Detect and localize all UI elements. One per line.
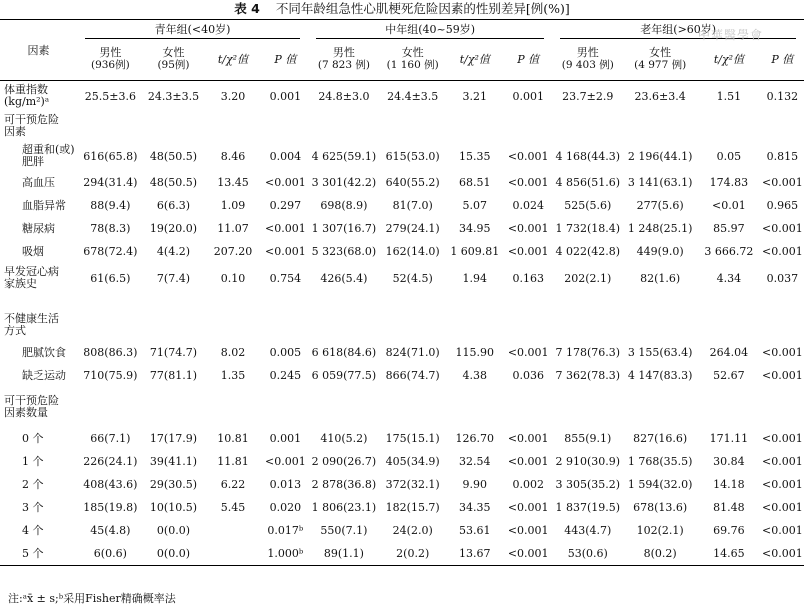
table-cell bbox=[263, 387, 308, 427]
table-cell: <0.001 bbox=[265, 222, 306, 235]
col-stat-old: t/χ²值 bbox=[697, 39, 761, 81]
table-cell: 82(1.6) bbox=[640, 271, 681, 285]
table-cell: 3.21 bbox=[462, 89, 488, 103]
table-cell: 0.004 bbox=[269, 149, 302, 163]
table-cell: 405(34.9) bbox=[385, 455, 440, 468]
table-cell bbox=[263, 293, 308, 341]
table-footnote: 注:ᵃx̄ ± s;ᵇ采用Fisher精确概率法 bbox=[8, 592, 176, 605]
table-cell: 372(32.1) bbox=[385, 478, 440, 491]
table-cell: 0.132 bbox=[766, 89, 799, 103]
table-cell bbox=[623, 387, 697, 427]
table-cell: 175(15.1) bbox=[385, 432, 440, 445]
table-cell: 0.05 bbox=[716, 149, 742, 163]
table-cell: 710(75.9) bbox=[83, 369, 138, 382]
table-cell: 6.22 bbox=[220, 478, 246, 491]
table-cell: 426(5.4) bbox=[320, 271, 368, 285]
row-label: 2 个 bbox=[22, 478, 44, 491]
table-row bbox=[0, 427, 804, 450]
table-cell: 24(2.0) bbox=[392, 524, 433, 537]
table-cell: 78(8.3) bbox=[90, 222, 131, 235]
table-cell: 678(13.6) bbox=[633, 501, 688, 514]
table-cell: 1 768(35.5) bbox=[627, 455, 693, 468]
table-cell: 68.51 bbox=[459, 176, 491, 189]
table-cell: 61(6.5) bbox=[90, 271, 131, 285]
table-cell: 0.005 bbox=[269, 346, 302, 359]
table-cell: 11.81 bbox=[217, 455, 249, 468]
table-cell bbox=[263, 111, 308, 141]
table-cell: <0.001 bbox=[507, 501, 549, 514]
table-cell: <0.001 bbox=[762, 369, 803, 382]
table-cell: 2 090(26.7) bbox=[311, 455, 377, 468]
table-cell: 1 307(16.7) bbox=[311, 222, 377, 235]
table-cell: 66(7.1) bbox=[90, 432, 131, 445]
table-cell bbox=[623, 111, 697, 141]
table-cell: 2 878(36.8) bbox=[311, 478, 377, 491]
table-row bbox=[0, 473, 804, 496]
table-row bbox=[0, 194, 804, 217]
table-cell: 77(81.1) bbox=[149, 369, 197, 382]
table-cell: 3 301(42.2) bbox=[311, 176, 377, 189]
table-cell: 48(50.5) bbox=[149, 176, 197, 189]
table-cell: 8(0.2) bbox=[623, 542, 697, 566]
table-cell: 0.001 bbox=[269, 89, 302, 103]
table-cell: 13.67 bbox=[446, 542, 505, 566]
table-cell: 13.45 bbox=[217, 176, 249, 189]
table-cell: 4.34 bbox=[716, 271, 742, 285]
table-cell bbox=[380, 111, 446, 141]
table-cell: 17(17.9) bbox=[149, 432, 197, 445]
table-row bbox=[0, 81, 804, 112]
table-cell bbox=[77, 111, 144, 141]
table-cell bbox=[144, 387, 204, 427]
table-cell: 2 196(44.1) bbox=[627, 149, 693, 163]
table-cell bbox=[203, 111, 263, 141]
table-cell: 640(55.2) bbox=[385, 176, 440, 189]
group-header-middle: 中年组(40~59岁) bbox=[308, 20, 552, 39]
table-cell: <0.001 bbox=[762, 222, 803, 235]
row-label: 吸烟 bbox=[22, 245, 44, 258]
row-label: 0 个 bbox=[22, 432, 44, 445]
table-cell bbox=[308, 293, 380, 341]
table-cell: 1 732(18.4) bbox=[555, 222, 621, 235]
table-cell bbox=[144, 293, 204, 341]
table-cell bbox=[697, 293, 761, 341]
table-cell: 102(2.1) bbox=[636, 524, 684, 537]
table-cell: 0.013 bbox=[269, 478, 302, 491]
table-cell: 162(14.0) bbox=[385, 245, 440, 258]
table-cell: 0.965 bbox=[766, 199, 799, 212]
table-cell: 1 837(19.5) bbox=[555, 501, 621, 514]
table-cell: 5 323(68.0) bbox=[311, 245, 377, 258]
row-label: 缺乏运动 bbox=[22, 369, 66, 382]
table-cell bbox=[446, 293, 505, 341]
table-row bbox=[0, 542, 804, 566]
col-stat-young: t/χ²值 bbox=[203, 39, 263, 81]
table-cell: 25.5±3.6 bbox=[84, 89, 136, 103]
table-cell: 0.024 bbox=[512, 199, 544, 212]
table-cell: 0(0.0) bbox=[144, 542, 204, 566]
table-cell bbox=[446, 111, 505, 141]
table-cell: 19(20.0) bbox=[149, 222, 197, 235]
table-cell: 6 618(84.6) bbox=[311, 346, 377, 359]
table-cell: <0.001 bbox=[265, 176, 306, 189]
table-row bbox=[0, 171, 804, 194]
table-cell: 1.94 bbox=[462, 271, 488, 285]
table-cell: <0.001 bbox=[761, 542, 804, 566]
table-cell: 0.037 bbox=[766, 271, 799, 285]
watermark-logo: 中華醫學會 bbox=[698, 28, 764, 42]
table-cell: 408(43.6) bbox=[83, 478, 138, 491]
table-cell: 171.11 bbox=[709, 432, 749, 445]
table-cell: 1 248(25.1) bbox=[627, 222, 693, 235]
table-cell bbox=[203, 293, 263, 341]
table-cell: 5.45 bbox=[220, 501, 246, 514]
table-cell bbox=[446, 387, 505, 427]
table-cell: 4 168(44.3) bbox=[555, 149, 621, 163]
table-row bbox=[0, 141, 804, 171]
table-cell: 410(5.2) bbox=[320, 432, 368, 445]
table-cell: 5.07 bbox=[462, 199, 488, 212]
table-cell: 71(74.7) bbox=[149, 346, 197, 359]
table-cell: 24.4±3.5 bbox=[387, 89, 439, 103]
table-cell: 7 362(78.3) bbox=[555, 369, 621, 382]
table-cell bbox=[77, 293, 144, 341]
table-number: 表 4 bbox=[234, 1, 260, 16]
row-label: 体重指数 (kg/m²)ᵃ bbox=[4, 83, 50, 108]
table-cell bbox=[697, 111, 761, 141]
row-label: 3 个 bbox=[22, 501, 44, 514]
table-cell: 45(4.8) bbox=[90, 524, 131, 537]
col-p-old: P 值 bbox=[761, 39, 804, 81]
table-cell: 1.35 bbox=[220, 369, 246, 382]
table-cell bbox=[552, 111, 623, 141]
table-cell bbox=[504, 111, 552, 141]
table-cell: <0.001 bbox=[507, 455, 549, 468]
table-cell: 1 594(32.0) bbox=[627, 478, 693, 491]
table-cell: 10(10.5) bbox=[149, 501, 197, 514]
table-cell: 23.6±3.4 bbox=[634, 89, 686, 103]
table-cell: 88(9.4) bbox=[90, 199, 131, 212]
table-cell: 32.54 bbox=[459, 455, 491, 468]
table-cell: 3.20 bbox=[220, 89, 246, 103]
table-cell: <0.001 bbox=[762, 478, 803, 491]
row-label: 4 个 bbox=[22, 524, 44, 537]
table-cell bbox=[761, 111, 804, 141]
table-cell: 39(41.1) bbox=[149, 455, 197, 468]
table-cell: 30.84 bbox=[713, 455, 745, 468]
table-caption: 不同年龄组急性心肌梗死危险因素的性别差异[例(%)] bbox=[275, 1, 570, 16]
table-cell: 615(53.0) bbox=[385, 149, 440, 163]
factor-header: 因素 bbox=[0, 20, 77, 81]
table-cell: 6 059(77.5) bbox=[311, 369, 377, 382]
row-label: 肥腻饮食 bbox=[22, 346, 66, 359]
table-cell: 14.65 bbox=[697, 542, 761, 566]
table-cell: 294(31.4) bbox=[83, 176, 138, 189]
table-cell: 174.83 bbox=[709, 176, 749, 189]
table-cell: <0.001 bbox=[507, 149, 549, 163]
table-cell: 855(9.1) bbox=[564, 432, 612, 445]
table-cell: <0.001 bbox=[762, 432, 803, 445]
row-label: 可干预危险 因素数量 bbox=[4, 394, 59, 419]
row-label: 血脂异常 bbox=[22, 199, 66, 212]
table-cell: 4 022(42.8) bbox=[555, 245, 621, 258]
row-label: 5 个 bbox=[0, 542, 77, 566]
table-cell: 808(86.3) bbox=[83, 346, 138, 359]
table-cell: 866(74.7) bbox=[385, 369, 440, 382]
table-row bbox=[0, 519, 804, 542]
table-cell: 277(5.6) bbox=[636, 199, 684, 212]
table-cell: 185(19.8) bbox=[83, 501, 138, 514]
table-cell: 1.000ᵇ bbox=[263, 542, 308, 566]
col-p-young: P 值 bbox=[263, 39, 308, 81]
table-cell: 24.8±3.0 bbox=[318, 89, 370, 103]
table-cell: 8.46 bbox=[220, 149, 246, 163]
table-cell: 115.90 bbox=[455, 346, 495, 359]
table-cell: 24.3±3.5 bbox=[147, 89, 200, 103]
table-cell: <0.001 bbox=[762, 501, 803, 514]
table-cell: <0.001 bbox=[762, 245, 803, 258]
table-cell: 0.001 bbox=[512, 89, 544, 103]
table-cell: 3 155(63.4) bbox=[627, 346, 693, 359]
risk-factor-table bbox=[0, 19, 804, 566]
table-cell: 85.97 bbox=[713, 222, 745, 235]
table-cell: 443(4.7) bbox=[564, 524, 612, 537]
row-label: 超重和(或) 肥胖 bbox=[22, 143, 75, 168]
col-male-young: 男性 (936例) bbox=[77, 39, 144, 81]
table-cell: 29(30.5) bbox=[149, 478, 197, 491]
table-cell: 0.297 bbox=[269, 199, 302, 212]
table-cell bbox=[761, 387, 804, 427]
table-cell: 0.163 bbox=[512, 271, 544, 285]
table-cell: <0.001 bbox=[507, 222, 549, 235]
table-cell: <0.001 bbox=[507, 176, 549, 189]
table-row bbox=[0, 450, 804, 473]
table-cell: 6(0.6) bbox=[77, 542, 144, 566]
table-cell bbox=[308, 387, 380, 427]
table-cell: 1 806(23.1) bbox=[311, 501, 377, 514]
table-cell: 827(16.6) bbox=[633, 432, 688, 445]
table-cell: 14.18 bbox=[713, 478, 745, 491]
table-cell: 4.38 bbox=[462, 369, 488, 382]
row-label: 可干预危险 因素 bbox=[4, 113, 59, 138]
table-cell: 15.35 bbox=[459, 149, 491, 163]
table-row bbox=[0, 263, 804, 293]
table-cell: 6(6.3) bbox=[156, 199, 190, 212]
table-cell bbox=[552, 293, 623, 341]
table-cell: 0.017ᵇ bbox=[267, 524, 304, 537]
table-row bbox=[0, 293, 804, 341]
row-label: 糖尿病 bbox=[22, 222, 55, 235]
table-row bbox=[0, 111, 804, 141]
table-row bbox=[0, 240, 804, 263]
table-cell bbox=[623, 293, 697, 341]
table-cell: 23.7±2.9 bbox=[562, 89, 614, 103]
table-cell: 207.20 bbox=[213, 245, 253, 258]
table-cell: 0.036 bbox=[512, 369, 544, 382]
table-cell: 264.04 bbox=[709, 346, 749, 359]
table-cell: 0.002 bbox=[512, 478, 544, 491]
table-cell: <0.001 bbox=[762, 346, 803, 359]
table-cell bbox=[380, 293, 446, 341]
row-label: 1 个 bbox=[22, 455, 44, 468]
col-male-middle: 男性 (7 823 例) bbox=[308, 39, 380, 81]
table-row bbox=[0, 496, 804, 519]
table-cell: 525(5.6) bbox=[564, 199, 612, 212]
table-cell bbox=[761, 293, 804, 341]
table-cell: <0.001 bbox=[265, 245, 306, 258]
table-cell: 0.020 bbox=[269, 501, 302, 514]
table-cell: <0.001 bbox=[507, 346, 549, 359]
table-cell: <0.001 bbox=[507, 524, 549, 537]
table-cell: 0.245 bbox=[269, 369, 302, 382]
row-label: 不健康生活 方式 bbox=[4, 312, 59, 337]
table-row bbox=[0, 217, 804, 240]
col-female-middle: 女性 (1 160 例) bbox=[380, 39, 446, 81]
table-cell bbox=[203, 519, 263, 542]
table-cell: 182(15.7) bbox=[385, 501, 440, 514]
table-cell: <0.001 bbox=[265, 455, 306, 468]
col-stat-middle: t/χ²值 bbox=[446, 39, 505, 81]
col-male-old: 男性 (9 403 例) bbox=[552, 39, 623, 81]
table-cell: 678(72.4) bbox=[83, 245, 138, 258]
table-cell: 34.95 bbox=[459, 222, 491, 235]
table-cell: 2(0.2) bbox=[380, 542, 446, 566]
table-cell: 449(9.0) bbox=[636, 245, 684, 258]
table-cell: <0.001 bbox=[507, 432, 549, 445]
table-cell bbox=[697, 387, 761, 427]
table-cell: 11.07 bbox=[217, 222, 249, 235]
table-cell: 4 147(83.3) bbox=[627, 369, 693, 382]
table-cell: 616(65.8) bbox=[83, 149, 138, 163]
group-header-old: 老年组(>60岁) bbox=[552, 20, 804, 39]
table-title bbox=[0, 1, 804, 17]
table-cell: 1.09 bbox=[220, 199, 246, 212]
table-cell: 126.70 bbox=[455, 432, 495, 445]
col-female-young: 女性 (95例) bbox=[144, 39, 204, 81]
table-cell: 2 910(30.9) bbox=[555, 455, 621, 468]
table-cell: <0.001 bbox=[507, 245, 549, 258]
col-p-middle: P 值 bbox=[504, 39, 552, 81]
table-cell: 69.76 bbox=[713, 524, 745, 537]
table-cell: 0.10 bbox=[220, 271, 246, 285]
table-cell: 52(4.5) bbox=[392, 271, 433, 285]
group-header-young: 青年组(<40岁) bbox=[77, 20, 308, 39]
table-cell: 10.81 bbox=[217, 432, 249, 445]
table-cell bbox=[144, 111, 204, 141]
table-cell: 0.815 bbox=[766, 149, 799, 163]
table-cell: 53(0.6) bbox=[552, 542, 623, 566]
table-cell: 7 178(76.3) bbox=[555, 346, 621, 359]
table-cell: 3 141(63.1) bbox=[627, 176, 693, 189]
table-cell: 9.90 bbox=[462, 478, 488, 491]
col-female-old: 女性 (4 977 例) bbox=[623, 39, 697, 81]
row-label: 早发冠心病 家族史 bbox=[4, 265, 59, 290]
table-cell: 3 305(35.2) bbox=[555, 478, 621, 491]
table-cell: 3 666.72 bbox=[704, 245, 754, 258]
table-cell: 698(8.9) bbox=[320, 199, 368, 212]
table-row bbox=[0, 341, 804, 364]
table-cell: 34.35 bbox=[459, 501, 491, 514]
table-cell: 0.754 bbox=[269, 271, 302, 285]
table-cell: <0.001 bbox=[504, 542, 552, 566]
table-cell: 81.48 bbox=[713, 501, 745, 514]
table-cell: <0.001 bbox=[762, 524, 803, 537]
table-cell bbox=[380, 387, 446, 427]
table-row bbox=[0, 387, 804, 427]
table-cell: 226(24.1) bbox=[83, 455, 138, 468]
table-cell bbox=[504, 387, 552, 427]
table-cell bbox=[77, 387, 144, 427]
table-cell: 4(4.2) bbox=[156, 245, 190, 258]
table-cell bbox=[203, 542, 263, 566]
table-cell: 7(7.4) bbox=[156, 271, 190, 285]
table-cell: 89(1.1) bbox=[308, 542, 380, 566]
table-cell: <0.001 bbox=[762, 176, 803, 189]
table-cell: 4 856(51.6) bbox=[555, 176, 621, 189]
row-label: 高血压 bbox=[22, 176, 55, 189]
table-cell bbox=[308, 111, 380, 141]
table-cell: 1.51 bbox=[716, 89, 742, 103]
table-cell: 550(7.1) bbox=[320, 524, 368, 537]
table-cell: 52.67 bbox=[713, 369, 745, 382]
table-cell: 0(0.0) bbox=[156, 524, 190, 537]
table-cell bbox=[552, 387, 623, 427]
table-cell: 202(2.1) bbox=[564, 271, 612, 285]
table-cell: 824(71.0) bbox=[385, 346, 440, 359]
table-cell: 48(50.5) bbox=[149, 149, 197, 163]
table-cell: 8.02 bbox=[220, 346, 246, 359]
table-cell: <0.001 bbox=[762, 455, 803, 468]
table-cell bbox=[504, 293, 552, 341]
table-cell: 1 609.81 bbox=[450, 245, 500, 258]
table-cell: <0.01 bbox=[712, 199, 746, 212]
table-cell: 81(7.0) bbox=[392, 199, 433, 212]
table-cell: 53.61 bbox=[459, 524, 491, 537]
table-cell bbox=[203, 387, 263, 427]
table-row bbox=[0, 364, 804, 387]
table-cell: 4 625(59.1) bbox=[311, 149, 377, 163]
table-cell: 279(24.1) bbox=[385, 222, 440, 235]
table-cell: 0.001 bbox=[269, 432, 302, 445]
